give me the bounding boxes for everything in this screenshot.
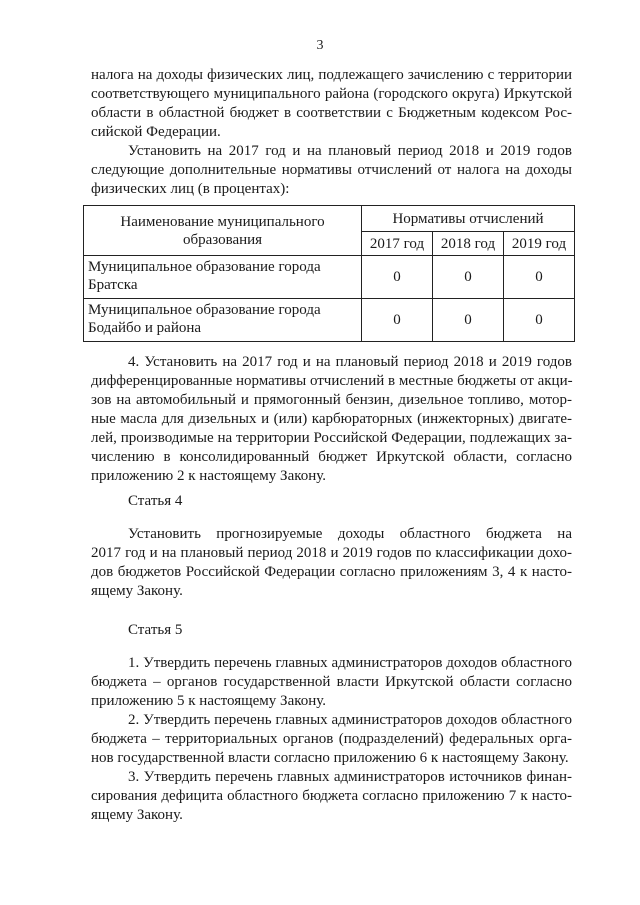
table-row — [84, 256, 575, 299]
paragraph-line: лей, производимые на территории Российской Федерации, подлежащих за- — [91, 430, 572, 446]
paragraph-line: 2017 год и на плановый период 2018 и 2019 годов по классификации дохо- — [91, 545, 572, 561]
norms-group-header: Нормативы отчислений — [362, 206, 575, 232]
paragraph-line: области в областной бюджет в соответствии с Бюджетным кодексом Рос- — [91, 105, 572, 121]
norms-table — [83, 205, 575, 342]
paragraph-line: числению в консолидированный бюджет Иркутской области, согласно — [91, 449, 572, 465]
municipality-name: Муниципальное образование города Братска — [84, 256, 362, 299]
col-name-header: Наименование муниципального образования — [84, 206, 362, 256]
norm-value: 0 — [504, 256, 575, 299]
paragraph-line: бюджета – органов государственной власти Иркутской области согласно — [91, 674, 572, 690]
paragraph-line: бюджета – территориальных органов (подразделений) федеральных орга- — [91, 731, 572, 747]
year-header: 2018 год — [433, 232, 504, 256]
norm-value: 0 — [504, 299, 575, 342]
paragraph-line: 3. Утвердить перечень главных администраторов источников финан- — [128, 769, 572, 785]
paragraph-line: приложению 2 к настоящему Закону. — [91, 468, 327, 484]
paragraph-line: ящему Закону. — [91, 807, 183, 823]
paragraph-line: ные масла для дизельных и (или) карбюраторных (инжекторных) двигате- — [91, 411, 572, 427]
year-header: 2019 год — [504, 232, 575, 256]
year-header: 2017 год — [362, 232, 433, 256]
page-number: 3 — [316, 38, 324, 53]
paragraph-line: следующие дополнительные нормативы отчислений от налога на доходы — [91, 162, 572, 178]
paragraph-line: 1. Утвердить перечень главных администраторов доходов областного — [128, 655, 572, 671]
paragraph-line: сийской Федерации. — [91, 124, 221, 140]
paragraph-line: Установить прогнозируемые доходы областного бюджета на — [128, 526, 572, 542]
table-row — [84, 299, 575, 342]
article-4-heading: Статья 4 — [128, 493, 183, 509]
norm-value: 0 — [433, 299, 504, 342]
paragraph-line: зов на автомобильный и прямогонный бензин, дизельное топливо, мотор- — [91, 392, 572, 408]
norm-value: 0 — [362, 256, 433, 299]
paragraph-line: приложению 5 к настоящему Закону. — [91, 693, 327, 709]
paragraph-line: сирования дефицита областного бюджета согласно приложению 7 к насто- — [91, 788, 572, 804]
paragraph-line: дов бюджетов Российской Федерации согласно приложениям 3, 4 к насто- — [91, 564, 572, 580]
article-5-heading: Статья 5 — [128, 622, 183, 638]
paragraph-line: налога на доходы физических лиц, подлежащего зачислению с территории — [91, 67, 572, 83]
paragraph-line: дифференцированные нормативы отчислений в местные бюджеты от акци- — [91, 373, 573, 389]
norm-value: 0 — [362, 299, 433, 342]
paragraph-line: ящему Закону. — [91, 583, 183, 599]
norm-value: 0 — [433, 256, 504, 299]
municipality-name: Муниципальное образование города Бодайбо и района — [84, 299, 362, 342]
paragraph-line: 2. Утвердить перечень главных администраторов доходов областного — [128, 712, 572, 728]
paragraph-line: физических лиц (в процентах): — [91, 181, 290, 197]
paragraph-line: соответствующего муниципального района (городского округа) Иркутской — [91, 86, 572, 102]
paragraph-line: 4. Установить на 2017 год и на плановый период 2018 и 2019 годов — [128, 354, 572, 370]
paragraph-line: нов государственной власти согласно приложению 6 к настоящему Закону. — [91, 750, 569, 766]
paragraph-line: Установить на 2017 год и на плановый период 2018 и 2019 годов — [128, 143, 572, 159]
